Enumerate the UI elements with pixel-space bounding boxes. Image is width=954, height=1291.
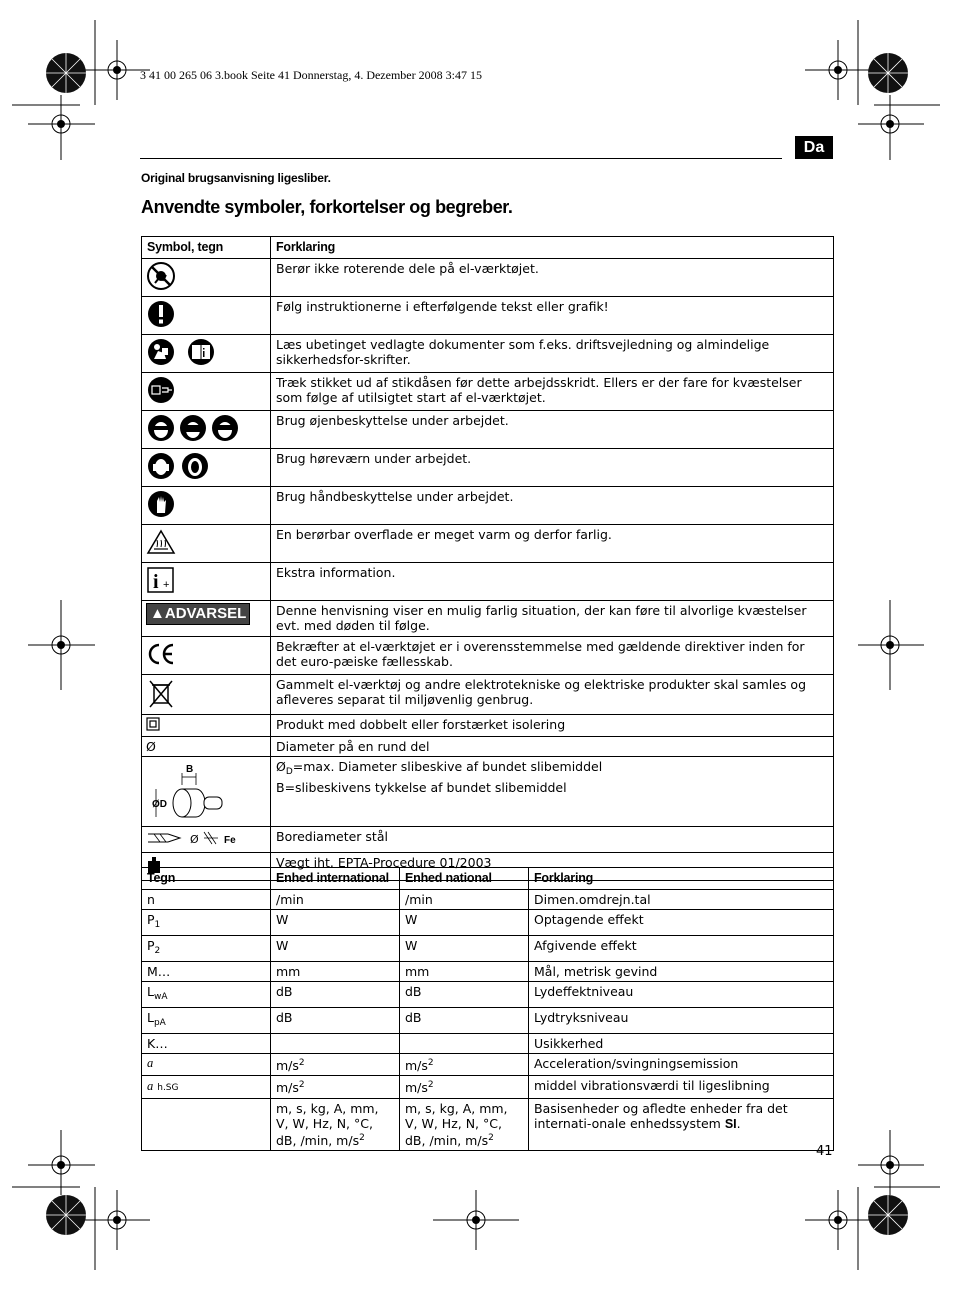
- explanation-cell: Borediameter stål: [271, 827, 834, 853]
- symbol-cell: [142, 637, 271, 675]
- explanation-cell: Bekræfter at el-værktøjet er i overensstemmelse med gældende direktiver inden for det euro-pæiske fællesskab.: [271, 637, 834, 675]
- explanation-cell: middel vibrationsværdi til ligeslibning: [529, 1076, 834, 1099]
- no-touch-rotating-icon: [146, 261, 176, 291]
- national-unit-cell: dB: [400, 982, 529, 1008]
- table-row: [142, 637, 834, 675]
- symbol-cell: [142, 715, 271, 737]
- explanation-cell: Usikkerhed: [529, 1034, 834, 1054]
- symbol-cell: [142, 259, 271, 297]
- unit: m, s, kg, A, mm, V, W, Hz, N, °C, dB, /min, m/s: [405, 1101, 508, 1148]
- diameter-icon: Ø: [146, 739, 156, 754]
- unplug-icon: [146, 375, 176, 405]
- double-insulation-icon: [146, 717, 160, 731]
- table-row: [142, 411, 834, 449]
- explanation-cell: Brug håndbeskyttelse under arbejdet.: [271, 487, 834, 525]
- superscript: 2: [488, 1133, 494, 1143]
- symbol-cell: [142, 982, 271, 1008]
- explanation-cell: Afgivende effekt: [529, 936, 834, 962]
- read-manual-icon: [146, 337, 246, 367]
- explanation-cell: Brug høreværn under arbejdet.: [271, 449, 834, 487]
- explanation-cell: Lydtryksniveau: [529, 1008, 834, 1034]
- national-unit-cell: [400, 1034, 529, 1054]
- intl-unit-cell: W: [271, 910, 400, 936]
- wheel-thickness-text: B=slibeskivens tykkelse af bundet slibemiddel: [276, 780, 567, 795]
- ear-protection-icon: [146, 451, 216, 481]
- weee-bin-icon: [146, 677, 176, 709]
- ce-mark-icon: [146, 639, 176, 669]
- warning-label-text: ADVARSEL: [164, 605, 247, 622]
- symbol-cell: [142, 411, 271, 449]
- symbol-cell: [142, 601, 271, 637]
- header-rule: [140, 158, 782, 159]
- column-header: Enhed international: [271, 868, 400, 890]
- symbol-cell: [142, 1076, 271, 1099]
- table-row: [142, 1008, 834, 1034]
- column-header: Enhed national: [400, 868, 529, 890]
- symbol-cell: [142, 675, 271, 715]
- table-row: [142, 563, 834, 601]
- explanation-cell: En berørbar overflade er meget varm og derfor farlig.: [271, 525, 834, 563]
- table-row: [142, 335, 834, 373]
- table-row: [142, 1034, 834, 1054]
- unit: m, s, kg, A, mm, V, W, Hz, N, °C, dB, /min, m/s: [276, 1101, 379, 1148]
- symbol-cell: n: [142, 890, 271, 910]
- national-unit-cell: dB: [400, 1008, 529, 1034]
- diameter-text: =max. Diameter slibeskive af bundet slibemiddel: [292, 759, 603, 774]
- table-row: [142, 715, 834, 737]
- symbol-cell: a: [142, 1054, 271, 1076]
- explanation-cell: Læs ubetinget vedlagte dokumenter som f.eks. driftsvejledning og almindelige sikkerhedsfor-skrifter.: [271, 335, 834, 373]
- symbol-cell: [142, 1099, 271, 1151]
- info-icon: [146, 565, 176, 595]
- wheel-diameter-text: [276, 759, 828, 780]
- diameter-symbol: Ø: [276, 759, 286, 774]
- eye-protection-icon: [146, 413, 246, 443]
- symbol: L: [147, 1010, 154, 1025]
- table-row: [142, 827, 834, 853]
- explanation-text: Basisenheder og afledte enheder fra det internati-onale enhedssystem: [534, 1101, 788, 1131]
- table-header-row: [142, 868, 834, 890]
- explanation-cell: Træk stikket ud af stikdåsen før dette arbejdsskridt. Ellers er der fare for kvæstelser som følge af utilsigtet start af el-værktøjet.: [271, 373, 834, 411]
- intl-unit-cell: [271, 1034, 400, 1054]
- explanation-cell: Diameter på en rund del: [271, 737, 834, 757]
- explanation-cell: Dimen.omdrejn.tal: [529, 890, 834, 910]
- explanation-cell: Optagende effekt: [529, 910, 834, 936]
- unit: m/s: [276, 1080, 299, 1095]
- table-row: [142, 910, 834, 936]
- intl-unit-cell: mm: [271, 962, 400, 982]
- explanation-cell: Ekstra information.: [271, 563, 834, 601]
- subscript: pA: [153, 1018, 166, 1028]
- explanation-cell: Mål, metrisk gevind: [529, 962, 834, 982]
- symbol-cell: [142, 1008, 271, 1034]
- national-unit-cell: [400, 1054, 529, 1076]
- table-row: [142, 1099, 834, 1151]
- units-table: [141, 867, 834, 1151]
- explanation-cell: Produkt med dobbelt eller forstærket isolering: [271, 715, 834, 737]
- table-row: [142, 297, 834, 335]
- subscript: h.SG: [157, 1083, 179, 1093]
- unit: m/s: [276, 1058, 299, 1073]
- explanation-cell: [271, 757, 834, 827]
- superscript: 2: [427, 1080, 434, 1090]
- symbol-cell: [142, 335, 271, 373]
- warning-triangle-icon: ▲: [150, 605, 165, 622]
- subscript: wA: [153, 992, 168, 1002]
- intl-unit-cell: dB: [271, 1008, 400, 1034]
- explanation-cell: Denne henvisning viser en mulig farlig situation, der kan føre til alvorlige kvæstelser evt. med døden til følge.: [271, 601, 834, 637]
- svg-text:i: i: [153, 571, 159, 593]
- table-row: [142, 373, 834, 411]
- exclamation-icon: [146, 299, 176, 329]
- table-row: [142, 1076, 834, 1099]
- table-row: [142, 757, 834, 827]
- symbol-cell: K…: [142, 1034, 271, 1054]
- unit: m/s: [405, 1058, 428, 1073]
- symbol-cell: [142, 487, 271, 525]
- diameter-symbol: Ø: [190, 833, 199, 846]
- symbol: L: [147, 984, 154, 999]
- si-label: SI: [724, 1117, 737, 1131]
- symbol-cell: [142, 525, 271, 563]
- symbol-cell: [142, 936, 271, 962]
- table-row: [142, 936, 834, 962]
- symbol: P: [147, 938, 155, 953]
- superscript: 2: [298, 1080, 305, 1090]
- symbol-cell: M…: [142, 962, 271, 982]
- symbol-cell: [142, 297, 271, 335]
- grinding-wheel-icon: [146, 759, 236, 821]
- intl-unit-cell: dB: [271, 982, 400, 1008]
- national-unit-cell: mm: [400, 962, 529, 982]
- table-row: [142, 259, 834, 297]
- intl-unit-cell: [271, 1099, 400, 1151]
- national-unit-cell: [400, 1076, 529, 1099]
- warning-label: [146, 603, 250, 625]
- table-row: [142, 487, 834, 525]
- intl-unit-cell: W: [271, 936, 400, 962]
- print-slug: 3 41 00 265 06 3.book Seite 41 Donnerstag, 4. Dezember 2008 3:47 15: [140, 68, 482, 82]
- page-number: 41: [816, 1144, 833, 1159]
- table-row: [142, 1054, 834, 1076]
- explanation-cell: Acceleration/svingningsemission: [529, 1054, 834, 1076]
- intl-unit-cell: [271, 1076, 400, 1099]
- symbol-cell: [142, 373, 271, 411]
- symbol: P: [147, 912, 155, 927]
- drill-diameter-steel-icon: [146, 829, 246, 847]
- column-header: Forklaring: [529, 868, 834, 890]
- dimension-d-label: ØD: [152, 799, 167, 810]
- hot-surface-icon: [146, 527, 176, 557]
- column-header: Tegn: [142, 868, 271, 890]
- svg-text:+: +: [163, 579, 170, 591]
- table-row: [142, 675, 834, 715]
- symbol-cell: [142, 910, 271, 936]
- hand-protection-icon: [146, 489, 176, 519]
- table-row: [142, 982, 834, 1008]
- unit: m/s: [405, 1080, 428, 1095]
- national-unit-cell: /min: [400, 890, 529, 910]
- table-row: [142, 890, 834, 910]
- document-subtitle: Original brugsanvisning ligesliber.: [141, 171, 331, 185]
- explanation-cell: [529, 1099, 834, 1151]
- symbol-cell: [142, 827, 271, 853]
- explanation-end: .: [736, 1116, 741, 1131]
- explanation-cell: Vægt iht. EPTA-Procedure 01/2003: [271, 853, 834, 881]
- national-unit-cell: [400, 1099, 529, 1151]
- subscript: 1: [154, 920, 161, 930]
- steel-label: Fe: [224, 835, 236, 846]
- table-row: [142, 449, 834, 487]
- superscript: 2: [298, 1058, 305, 1068]
- explanation-cell: Gammelt el-værktøj og andre elektrotekniske og elektriske produkter skal samles og afleveres separat til miljøvenlig genbrug.: [271, 675, 834, 715]
- column-header: Symbol, tegn: [142, 237, 271, 259]
- subscript: D: [285, 767, 293, 777]
- table-row: [142, 525, 834, 563]
- dimension-b-label: B: [186, 764, 194, 775]
- table-header-row: [142, 237, 834, 259]
- symbol-cell: [142, 563, 271, 601]
- explanation-cell: Følg instruktionerne i efterfølgende tekst eller grafik!: [271, 297, 834, 335]
- explanation-cell: Berør ikke roterende dele på el-værktøjet.: [271, 259, 834, 297]
- national-unit-cell: W: [400, 936, 529, 962]
- language-tab: Da: [795, 136, 833, 159]
- intl-unit-cell: [271, 1054, 400, 1076]
- national-unit-cell: W: [400, 910, 529, 936]
- explanation-cell: Brug øjenbeskyttelse under arbejdet.: [271, 411, 834, 449]
- symbols-table: [141, 236, 834, 881]
- symbol-cell: [142, 449, 271, 487]
- superscript: 2: [427, 1058, 434, 1068]
- table-row: [142, 962, 834, 982]
- symbol: a: [147, 1079, 154, 1093]
- table-row: [142, 601, 834, 637]
- column-header: Forklaring: [271, 237, 834, 259]
- superscript: 2: [359, 1133, 365, 1143]
- symbol-cell: [142, 737, 271, 757]
- symbol-cell: [142, 757, 271, 827]
- explanation-cell: Lydeffektniveau: [529, 982, 834, 1008]
- table-row: [142, 737, 834, 757]
- intl-unit-cell: /min: [271, 890, 400, 910]
- subscript: 2: [154, 946, 161, 956]
- section-title: Anvendte symboler, forkortelser og begreber.: [141, 197, 513, 217]
